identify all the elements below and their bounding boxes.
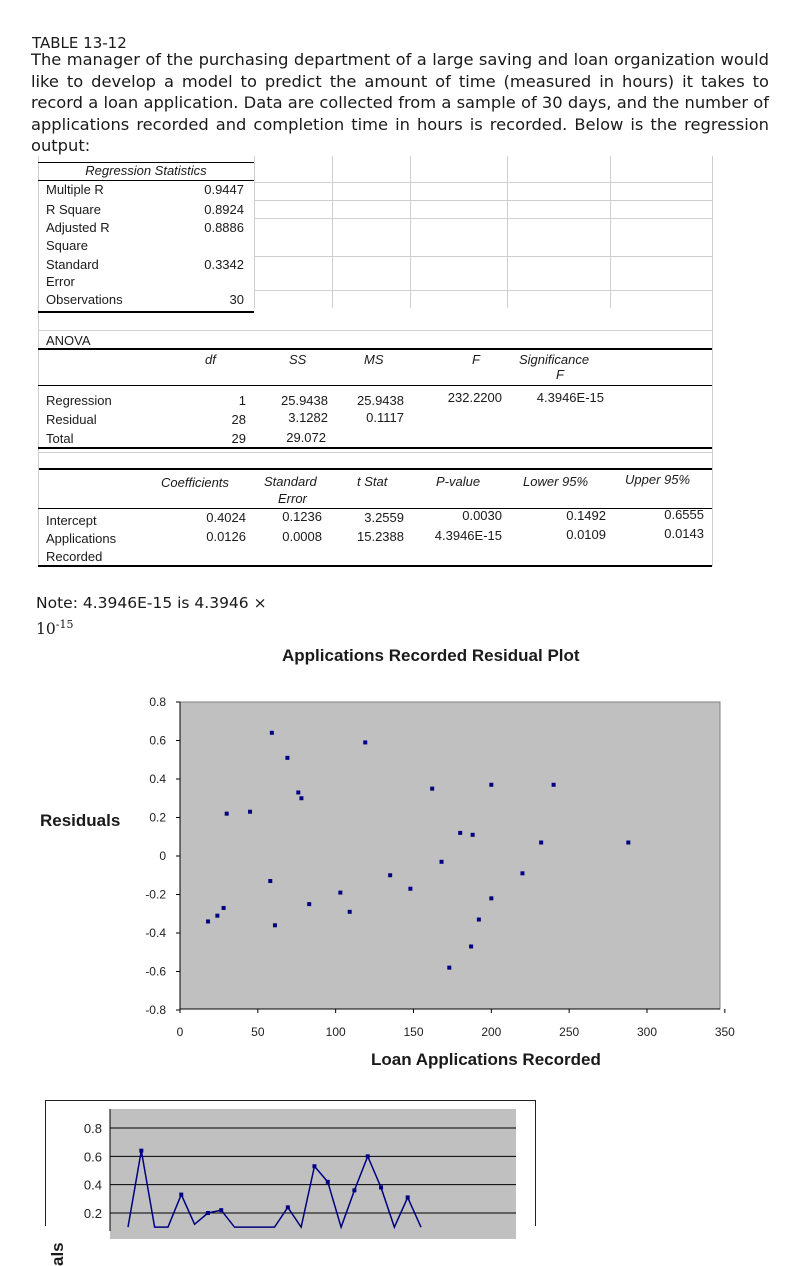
anova-header-significance: Significance <box>519 352 590 367</box>
regression-output-table <box>0 0 796 580</box>
data-point <box>469 944 473 948</box>
coef-header-lower-95: Lower 95% <box>523 474 589 489</box>
data-point <box>440 860 444 864</box>
note-line1: Note: 4.3946E-15 is 4.3946 × <box>36 594 267 612</box>
data-point <box>520 871 524 875</box>
data-point <box>388 873 392 877</box>
data-point <box>286 1205 290 1209</box>
y-tick-label: 0.2 <box>149 810 166 825</box>
anova-cell: 29.072 <box>286 430 326 445</box>
problem-description: The manager of the purchasing department of a large saving and loan organization would like to develop a model to predict the amount of time (measured in hours) it takes to record a loan application. Data are collected from a sample of 30 days, and the number of applications recorded and completion time in hours is recorded. Below is the regression output: <box>31 50 769 155</box>
y-tick-label: -0.6 <box>145 964 166 979</box>
data-point <box>552 783 556 787</box>
data-point <box>489 896 493 900</box>
anova-title: ANOVA <box>46 333 91 348</box>
data-point <box>338 891 342 895</box>
plot-area <box>180 702 720 1009</box>
coef-cell: 0.1236 <box>282 509 322 524</box>
coef-cell: 0.0143 <box>664 526 704 541</box>
stat-label-adjusted-r: Adjusted R <box>46 220 110 235</box>
residual-plot-title: Applications Recorded Residual Plot <box>282 646 580 665</box>
data-point <box>408 887 412 891</box>
anova-row-label: Total <box>46 431 74 446</box>
data-point <box>219 1208 223 1212</box>
y-tick-label: 0.8 <box>83 1121 102 1136</box>
stat-value-observations: 30 <box>229 292 244 307</box>
coef-cell: 3.2559 <box>364 510 404 525</box>
x-tick-label: 300 <box>636 1025 658 1039</box>
anova-header-ss: SS <box>289 352 307 367</box>
x-tick-label: 350 <box>714 1025 735 1039</box>
coef-header-standard: Standard <box>264 474 317 489</box>
stat-label-observations: Observations <box>46 292 123 307</box>
coef-header-t-stat: t Stat <box>357 474 388 489</box>
anova-cell: 29 <box>231 431 246 446</box>
coef-cell: 0.0109 <box>566 527 606 542</box>
table-heading: TABLE 13-12 <box>32 34 127 52</box>
data-point <box>458 831 462 835</box>
note-base: 10 <box>36 620 56 639</box>
coef-header-upper-95: Upper 95% <box>625 472 691 487</box>
data-point <box>222 906 226 910</box>
stat-value-multiple-r: 0.9447 <box>204 182 244 197</box>
coef-cell: 0.1492 <box>566 508 606 523</box>
residual-plot-ylabel: Residuals <box>40 811 121 830</box>
residual-plot-xlabel: Loan Applications Recorded <box>371 1050 601 1069</box>
data-point <box>477 918 481 922</box>
coef-cell: 4.3946E-15 <box>434 528 502 543</box>
anova-cell: 1 <box>238 393 246 408</box>
data-point <box>489 783 493 787</box>
data-point <box>447 966 451 970</box>
anova-row-label: Regression <box>46 393 112 408</box>
data-point <box>539 841 543 845</box>
x-tick-label: 150 <box>403 1025 424 1039</box>
data-point <box>471 833 475 837</box>
y-tick-label: 0.2 <box>83 1206 102 1221</box>
y-tick-label: 0.6 <box>149 733 166 748</box>
anova-cell: 3.1282 <box>288 410 328 425</box>
stat-label-adjusted-r-line2: Square <box>46 238 88 253</box>
note-exponent: -15 <box>55 618 74 631</box>
x-tick-label: 50 <box>251 1025 265 1039</box>
data-point <box>406 1195 410 1199</box>
data-point <box>366 1154 370 1158</box>
y-tick-label: 0.4 <box>83 1177 102 1193</box>
data-point <box>379 1186 383 1190</box>
coef-header-p-value: P-value <box>436 474 481 489</box>
data-point <box>430 787 434 791</box>
coef-row-label-line2: Recorded <box>46 549 103 564</box>
data-point <box>352 1188 356 1192</box>
y-tick-label: 0.6 <box>83 1149 102 1165</box>
note-line2 <box>36 618 73 638</box>
x-tick-label: 0 <box>176 1025 184 1039</box>
anova-row-label: Residual <box>46 412 97 427</box>
coef-header-error: Error <box>278 491 307 506</box>
residual-line-chart <box>46 1101 535 1226</box>
x-tick-label: 100 <box>325 1025 346 1039</box>
data-point <box>296 790 300 794</box>
data-point <box>626 841 630 845</box>
data-point <box>273 923 277 927</box>
data-point <box>206 919 210 923</box>
y-tick-label: -0.8 <box>145 1003 166 1017</box>
coef-cell: 0.0030 <box>462 508 502 523</box>
coef-cell: 0.6555 <box>664 507 704 522</box>
data-point <box>348 910 352 914</box>
data-point <box>299 796 303 800</box>
stat-label-r-square: R Square <box>46 202 101 217</box>
stat-value-r-square: 0.8924 <box>204 202 244 217</box>
data-point <box>206 1211 210 1215</box>
data-point <box>179 1193 183 1197</box>
data-point <box>363 740 367 744</box>
coef-row-label: Applications <box>46 531 117 546</box>
anova-cell: 28 <box>231 412 246 427</box>
anova-header-f: F <box>472 352 480 367</box>
anova-cell: 0.1117 <box>366 410 404 425</box>
stat-value-adjusted-r: 0.8886 <box>204 220 244 235</box>
anova-header-significance-f: F <box>556 367 564 382</box>
coef-cell: 15.2388 <box>357 529 404 544</box>
stat-label-multiple-r: Multiple R <box>46 182 104 197</box>
data-point <box>326 1180 330 1184</box>
data-point <box>285 756 289 760</box>
residual-line-chart-frame <box>45 1100 536 1266</box>
coef-cell: 0.4024 <box>206 510 246 525</box>
data-point <box>225 812 229 816</box>
anova-cell: 25.9438 <box>357 393 404 408</box>
anova-cell: 25.9438 <box>281 393 328 408</box>
data-point <box>270 731 274 735</box>
data-point <box>307 902 311 906</box>
stat-label-standard-error: Standard <box>46 257 99 272</box>
y-tick-label: -0.2 <box>145 887 166 902</box>
data-point <box>268 879 272 883</box>
data-point <box>215 914 219 918</box>
regression-stats-title: Regression Statistics <box>85 163 207 178</box>
coef-cell: 0.0008 <box>282 529 322 544</box>
y-tick-label: 0.4 <box>149 772 166 786</box>
y-tick-label: 0 <box>159 849 166 863</box>
anova-cell: 232.2200 <box>447 390 502 405</box>
coef-cell: 0.0126 <box>206 529 246 544</box>
anova-cell: 4.3946E-15 <box>536 390 604 405</box>
line-chart-ylabel: als <box>48 1242 67 1266</box>
data-point <box>312 1164 316 1168</box>
data-point <box>248 810 252 814</box>
y-tick-label: -0.4 <box>145 926 166 940</box>
x-tick-label: 250 <box>559 1025 580 1039</box>
stat-label-standard-error-line2: Error <box>46 274 75 289</box>
coef-header-coefficients: Coefficients <box>161 475 229 490</box>
anova-header-df: df <box>205 352 216 367</box>
anova-header-ms: MS <box>364 352 384 367</box>
y-tick-label: 0.8 <box>149 695 166 709</box>
x-tick-label: 200 <box>481 1025 502 1039</box>
data-point <box>139 1149 143 1153</box>
coef-row-label: Intercept <box>46 513 97 528</box>
stat-value-standard-error: 0.3342 <box>204 257 244 272</box>
